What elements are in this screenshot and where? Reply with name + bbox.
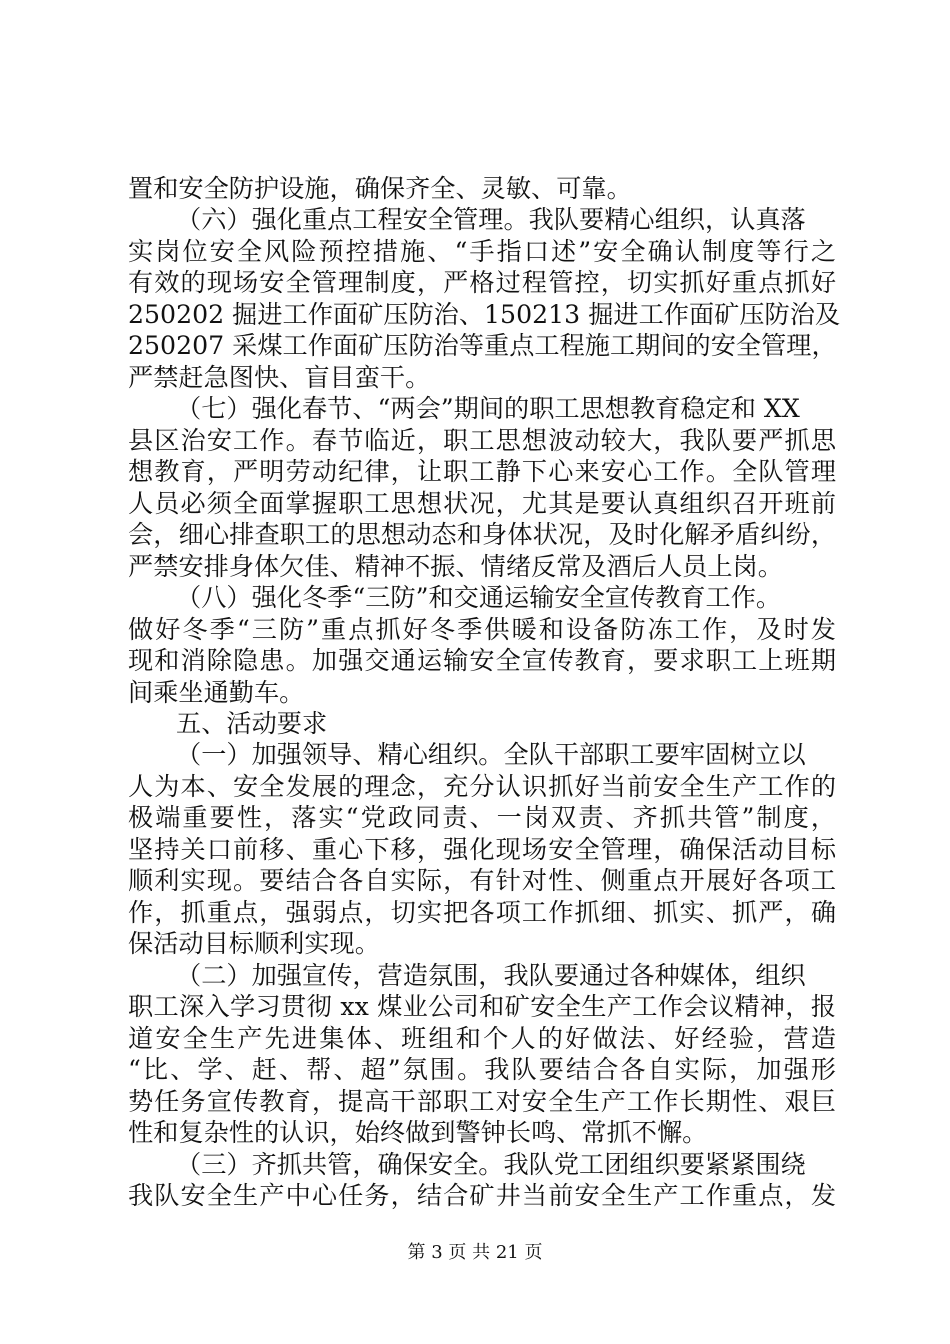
paragraph-start-line: （八）强化冬季“三防”和交通运输安全宣传教育工作。 — [176, 583, 782, 613]
paragraph-start-line: （六）强化重点工程安全管理。我队要精心组织，认真落 — [176, 205, 806, 235]
text-line: 250202 掘进工作面矿压防治、150213 掘进工作面矿压防治及 — [128, 299, 841, 329]
text-line: 做好冬季“三防”重点抓好冬季供暖和设备防冻工作，及时发 — [128, 614, 836, 644]
text-line: 县区治安工作。春节临近，职工思想波动较大，我队要严抓思 — [128, 425, 836, 455]
text-line: 严禁赶急图快、盲目蛮干。 — [128, 362, 431, 392]
text-line: “比、学、赶、帮、超”氛围。我队要结合各自实际，加强形 — [128, 1055, 836, 1085]
text-line: 职工深入学习贯彻 xx 煤业公司和矿安全生产工作会议精神，报 — [128, 992, 836, 1022]
text-line: 置和安全防护设施，确保齐全、灵敏、可靠。 — [128, 174, 632, 203]
paragraph-start-line: （一）加强领导、精心组织。全队干部职工要牢固树立以 — [176, 740, 806, 770]
text-line: 人为本、安全发展的理念，充分认识抓好当前安全生产工作的 — [128, 771, 836, 801]
text-line: 极端重要性，落实“党政同责、一岗双责、齐抓共管”制度， — [128, 803, 836, 833]
text-line: 严禁安排身体欠佳、精神不振、情绪反常及酒后人员上岗。 — [128, 551, 783, 581]
text-line: 我队安全生产中心任务，结合矿井当前安全生产工作重点，发 — [128, 1181, 836, 1210]
text-line: 250207 采煤工作面矿压防治等重点工程施工期间的安全管理， — [128, 331, 837, 361]
paragraph-start-line: （二）加强宣传，营造氛围，我队要通过各种媒体，组织 — [176, 960, 806, 990]
paragraph-start-line: （七）强化春节、“两会”期间的职工思想教育稳定和 XX — [176, 394, 800, 424]
text-line: 有效的现场安全管理制度，严格过程管控，切实抓好重点抓好 — [128, 268, 836, 298]
text-line: 现和消除隐患。加强交通运输安全宣传教育，要求职工上班期 — [128, 646, 836, 676]
section-heading: 五、活动要求 — [176, 708, 328, 738]
page-footer: 第 3 页 共 21 页 — [407, 1242, 543, 1263]
text-line: 顺利实现。要结合各自实际，有针对性、侧重点开展好各项工 — [128, 866, 836, 896]
text-line: 坚持关口前移、重心下移，强化现场安全管理，确保活动目标 — [128, 834, 836, 864]
text-line: 道安全生产先进集体、班组和个人的好做法、好经验，营造 — [128, 1023, 836, 1053]
text-line: 作，抓重点，强弱点，切实把各项工作抓细、抓实、抓严，确 — [128, 897, 836, 927]
text-line: 保活动目标顺利实现。 — [128, 929, 380, 959]
text-line: 实岗位安全风险预控措施、“手指口述”安全确认制度等行之 — [128, 236, 836, 266]
text-line: 人员必须全面掌握职工思想状况，尤其是要认真组织召开班前 — [128, 488, 836, 518]
text-line: 势任务宣传教育，提高干部职工对安全生产工作长期性、艰巨 — [128, 1086, 836, 1116]
text-line: 性和复杂性的认识，始终做到警钟长鸣、常抓不懈。 — [128, 1118, 708, 1148]
text-line: 间乘坐通勤车。 — [128, 677, 305, 707]
text-line: 会，细心排查职工的思想动态和身体状况，及时化解矛盾纠纷， — [128, 520, 836, 550]
text-line: 想教育，严明劳动纪律，让职工静下心来安心工作。全队管理 — [128, 457, 836, 487]
paragraph-start-line: （三）齐抓共管，确保安全。我队党工团组织要紧紧围绕 — [176, 1149, 806, 1179]
